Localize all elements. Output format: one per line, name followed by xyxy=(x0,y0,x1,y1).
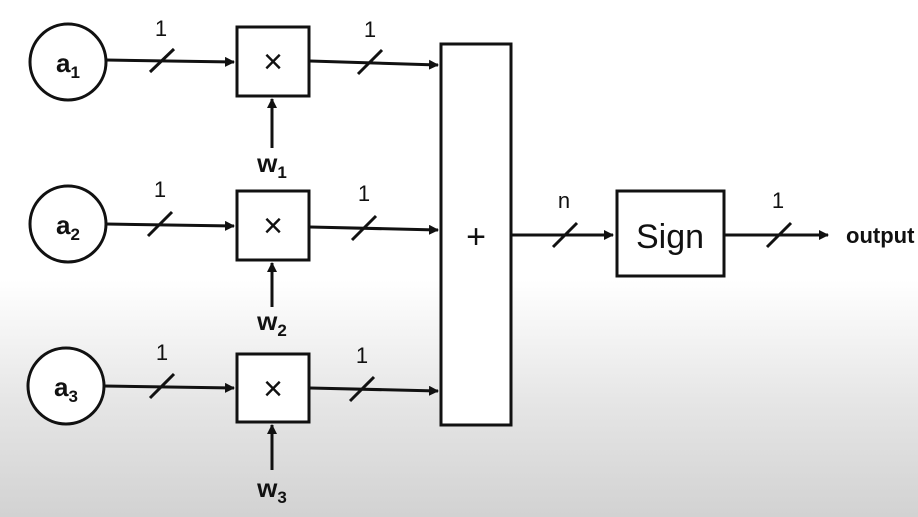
input-subscript: 1 xyxy=(70,63,80,82)
output-label: output xyxy=(846,223,915,248)
sign-block xyxy=(617,191,724,276)
bus-width-label: 1 xyxy=(357,181,371,206)
multiply-symbol: × xyxy=(263,370,283,408)
input-label: a xyxy=(54,372,69,402)
bus-width-label: 1 xyxy=(155,340,169,365)
multiply-symbol: × xyxy=(263,43,283,81)
wire-a1-to-mult1 xyxy=(106,60,234,62)
bus-width-label: 1 xyxy=(355,343,369,368)
wire-mult1-to-sum xyxy=(310,61,438,65)
weight-label-w1: $w_1$ xyxy=(257,148,287,182)
sign-label: Sign xyxy=(635,218,705,256)
input-label: a xyxy=(56,48,71,78)
bus-width-label: 1 xyxy=(153,177,167,202)
multiplier-block-1 xyxy=(237,27,309,96)
sum-symbol: + xyxy=(466,218,486,256)
wire-a2-to-mult2 xyxy=(106,224,234,226)
multiply-symbol: × xyxy=(263,207,283,245)
input-node-a1 xyxy=(30,24,106,100)
input-label: a xyxy=(56,210,71,240)
multiplier-block-2 xyxy=(237,191,309,260)
wire-mult2-to-sum xyxy=(310,227,438,230)
bus-width-label: 1 xyxy=(154,16,168,41)
wire-a3-to-mult3 xyxy=(104,386,234,388)
bus-width-label: 1 xyxy=(363,17,377,42)
multiplier-block-3 xyxy=(237,354,309,422)
weight-label-w3: $w_3$ xyxy=(257,473,287,507)
summation-block xyxy=(441,44,511,425)
input-node-a2 xyxy=(30,186,106,262)
input-subscript: 2 xyxy=(70,225,80,244)
weight-label-w2: $w_2$ xyxy=(257,306,287,340)
input-subscript: 3 xyxy=(68,387,78,406)
input-node-a3 xyxy=(28,348,104,424)
bus-width-label: n xyxy=(557,188,571,213)
wire-mult3-to-sum xyxy=(310,388,438,391)
bus-width-label: 1 xyxy=(771,188,785,213)
